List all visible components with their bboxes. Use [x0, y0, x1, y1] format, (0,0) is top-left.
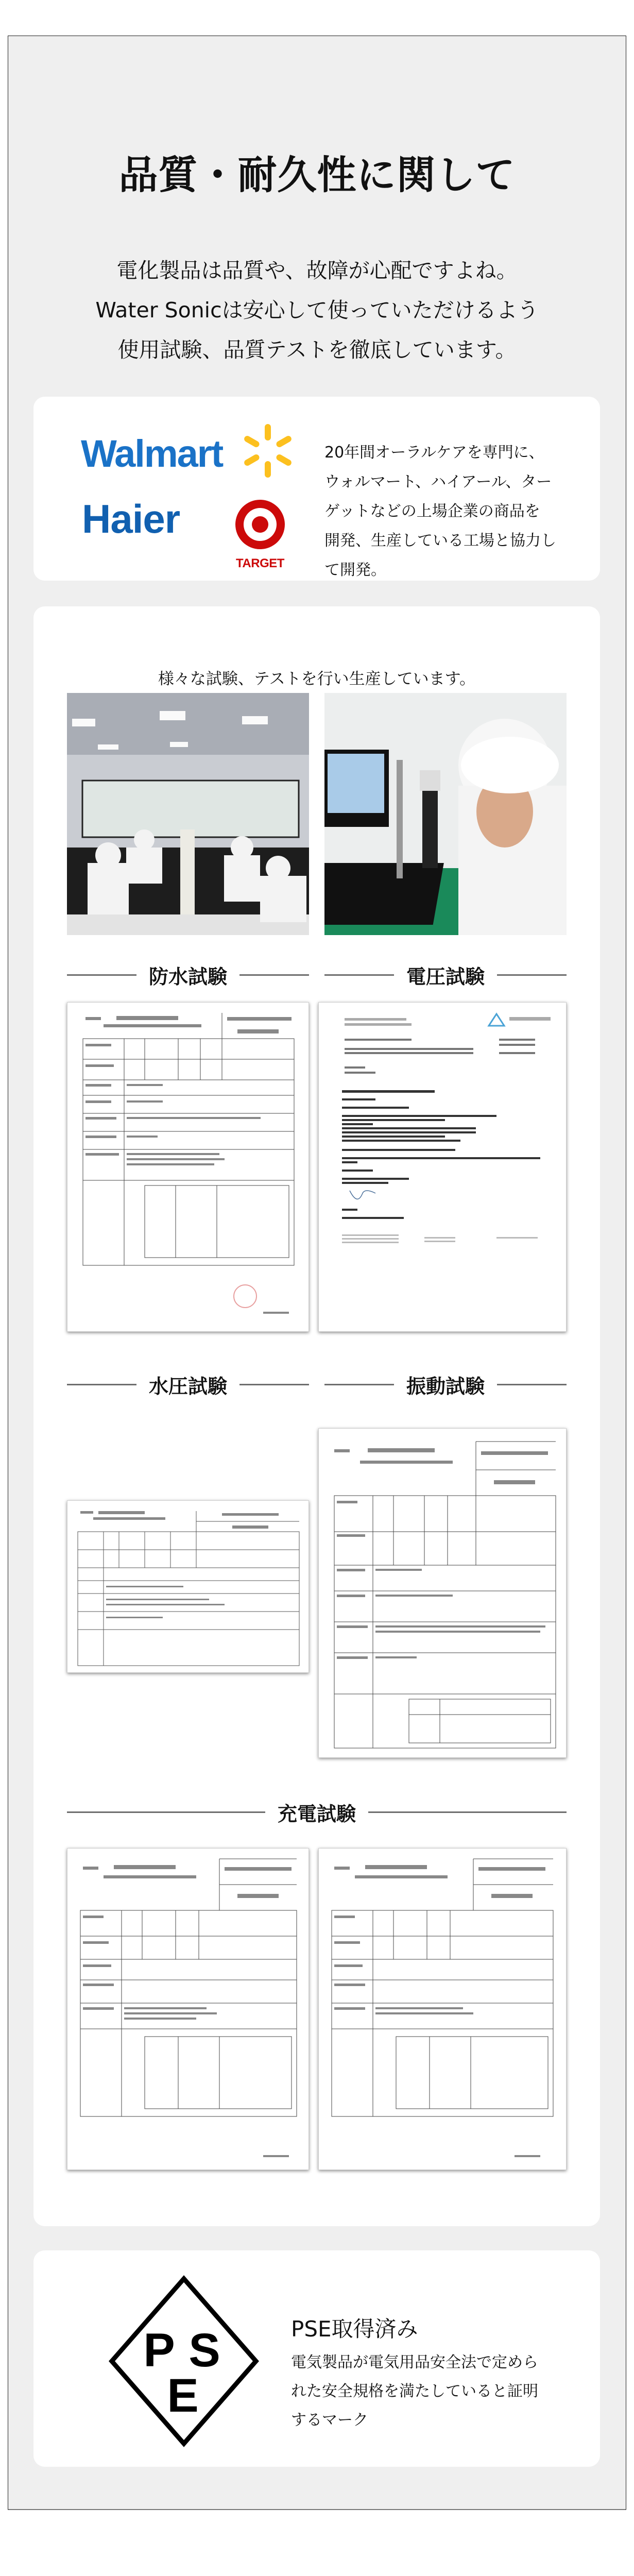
section-label: 充電試験	[278, 1802, 356, 1825]
microscope-photo	[324, 693, 567, 935]
report-table	[319, 1429, 567, 1758]
target-logo	[232, 495, 288, 572]
section-heading-water-pressure	[67, 1369, 309, 1400]
pse-line: するマーク	[291, 2411, 368, 2429]
test-report-document	[318, 1428, 567, 1758]
section-label: 電圧試験	[406, 965, 485, 988]
lab-photo	[67, 693, 309, 935]
test-report-document	[318, 1848, 567, 2170]
report-table	[67, 1849, 309, 2170]
test-report-document	[67, 1848, 309, 2170]
tests-caption: 様々な試験、テストを行い生産しています。	[158, 670, 476, 688]
guarantee-heading-label	[218, 2569, 416, 2576]
haier-logo: Haier	[82, 496, 180, 541]
section-heading-voltage	[324, 959, 567, 990]
test-report-document	[67, 1002, 309, 1332]
section-label: 防水試験	[149, 965, 228, 988]
tuv-certificate-document	[318, 1002, 567, 1332]
intro-line: Water Sonicは安心して使っていただけるよう	[95, 298, 539, 323]
report-table	[319, 1849, 567, 2170]
section-label: 振動試験	[406, 1375, 485, 1398]
intro-line: 使用試験、品質テストを徹底しています。	[117, 337, 517, 362]
pse-line: 電気製品が電気用品安全法で定めら	[291, 2353, 538, 2371]
brands-line: 開発、生産している工場と協力し	[324, 532, 556, 550]
report-table	[67, 1003, 309, 1332]
intro-text	[0, 251, 634, 370]
certificate-letter	[319, 1003, 567, 1332]
pse-title: PSE取得済み	[291, 2316, 418, 2342]
tests-card	[33, 606, 600, 2226]
target-bullseye-icon	[232, 495, 288, 554]
guarantee-heading	[0, 2571, 634, 2576]
section-label: 水圧試験	[149, 1375, 228, 1398]
brands-line: て開発。	[324, 561, 386, 579]
section-heading-waterproof	[67, 959, 309, 990]
intro-line: 電化製品は品質や、故障が心配ですよね。	[116, 258, 518, 283]
section-heading-vibration	[324, 1369, 567, 1400]
brands-line: 20年間オーラルケアを専門に、	[324, 444, 544, 462]
pse-line: れた安全規格を満たしていると証明	[291, 2382, 538, 2400]
walmart-logo: Walmart	[81, 432, 223, 475]
pse-description	[291, 2348, 579, 2435]
brands-card	[33, 397, 600, 581]
brands-line: ゲットなどの上場企業の商品を	[324, 502, 540, 520]
brands-description	[324, 438, 592, 585]
pse-letter: S	[189, 2324, 220, 2377]
test-report-document	[67, 1500, 309, 1673]
pse-diamond-icon	[107, 2274, 261, 2449]
report-table	[67, 1501, 309, 1673]
pse-card	[33, 2250, 600, 2467]
pse-letter: P	[143, 2324, 175, 2377]
brands-line: ウォルマート、ハイアール、ター	[324, 473, 552, 491]
target-label: TARGET	[236, 556, 284, 570]
page-title: 品質・耐久性に関して	[118, 152, 516, 198]
pse-letter: E	[167, 2369, 199, 2422]
walmart-spark-icon	[239, 422, 296, 479]
section-heading-charging	[67, 1797, 567, 1827]
